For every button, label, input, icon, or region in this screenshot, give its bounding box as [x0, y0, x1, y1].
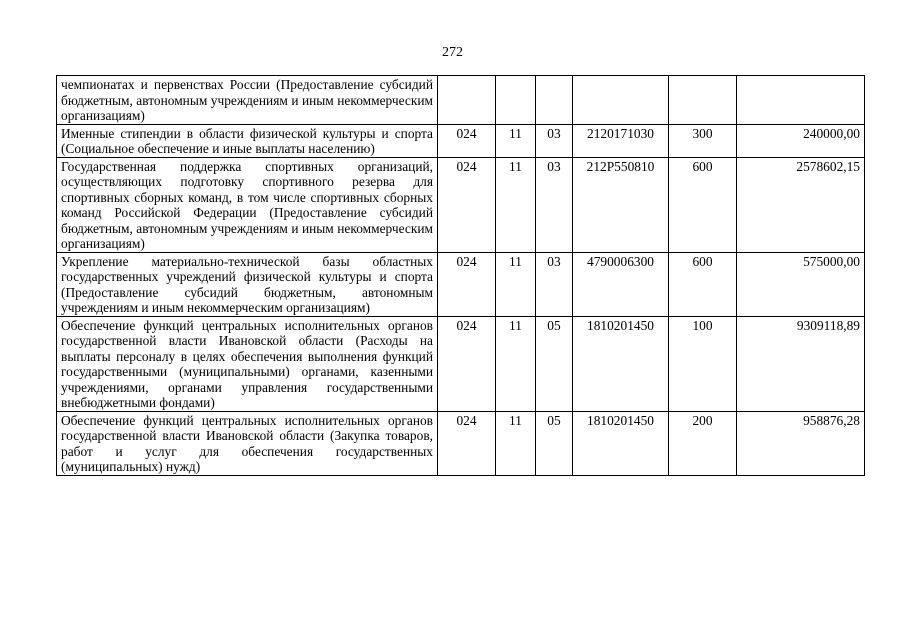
page-number: 272 [442, 45, 463, 60]
subsection-code: 03 [536, 252, 573, 316]
table-row [57, 124, 865, 157]
section-code: 11 [496, 124, 536, 157]
section-code [496, 76, 536, 125]
section-code: 11 [496, 252, 536, 316]
amount: 240000,00 [737, 124, 865, 157]
amount: 2578602,15 [737, 157, 865, 252]
amount: 9309118,89 [737, 316, 865, 411]
expense-type-code [669, 76, 737, 125]
subsection-code [536, 76, 573, 125]
ministry-code: 024 [438, 157, 496, 252]
section-code: 11 [496, 157, 536, 252]
ministry-code: 024 [438, 316, 496, 411]
amount: 958876,28 [737, 411, 865, 475]
section-code: 11 [496, 316, 536, 411]
target-article-code: 1810201450 [573, 411, 669, 475]
subsection-code: 05 [536, 411, 573, 475]
expense-type-code: 100 [669, 316, 737, 411]
expense-type-code: 200 [669, 411, 737, 475]
target-article-code: 4790006300 [573, 252, 669, 316]
row-description: Обеспечение функций центральных исполнительных органов государственной власти Ивановской области (Закупка товаров, работ и услуг для обеспечения государственных (муниципальных) нужд) [57, 411, 438, 475]
target-article-code: 1810201450 [573, 316, 669, 411]
expense-type-code: 600 [669, 157, 737, 252]
table-row [57, 252, 865, 316]
row-description: Государственная поддержка спортивных организаций, осуществляющих подготовку спортивного резерва для спортивных сборных команд, в том числе спортивных сборных команд Российской Федерации (Предоставление субсидий бюджетным, автономным учреждениям и иным некоммерческим организациям) [57, 157, 438, 252]
table-row [57, 316, 865, 411]
expense-type-code: 300 [669, 124, 737, 157]
ministry-code: 024 [438, 252, 496, 316]
table-row [57, 157, 865, 252]
row-description: чемпионатах и первенствах России (Предоставление субсидий бюджетным, автономным учреждениям и иным некоммерческим организациям) [57, 76, 438, 125]
row-description: Обеспечение функций центральных исполнительных органов государственной власти Ивановской области (Расходы на выплаты персоналу в целях обеспечения выполнения функций государственными (муниципальными) органами, казенными учреждениями, органами управления государственными внебюджетными фондами) [57, 316, 438, 411]
target-article-code: 2120171030 [573, 124, 669, 157]
section-code: 11 [496, 411, 536, 475]
target-article-code [573, 76, 669, 125]
ministry-code: 024 [438, 411, 496, 475]
amount: 575000,00 [737, 252, 865, 316]
expense-type-code: 600 [669, 252, 737, 316]
subsection-code: 05 [536, 316, 573, 411]
ministry-code: 024 [438, 124, 496, 157]
row-description: Именные стипендии в области физической культуры и спорта (Социальное обеспечение и иные выплаты населению) [57, 124, 438, 157]
budget-table [56, 75, 865, 476]
target-article-code: 212P550810 [573, 157, 669, 252]
table-row [57, 76, 865, 125]
ministry-code [438, 76, 496, 125]
amount [737, 76, 865, 125]
row-description: Укрепление материально-технической базы областных государственных учреждений физической культуры и спорта (Предоставление субсидий бюджетным, автономным учреждениям и иным некоммерческим организациям) [57, 252, 438, 316]
subsection-code: 03 [536, 157, 573, 252]
subsection-code: 03 [536, 124, 573, 157]
table-row [57, 411, 865, 475]
